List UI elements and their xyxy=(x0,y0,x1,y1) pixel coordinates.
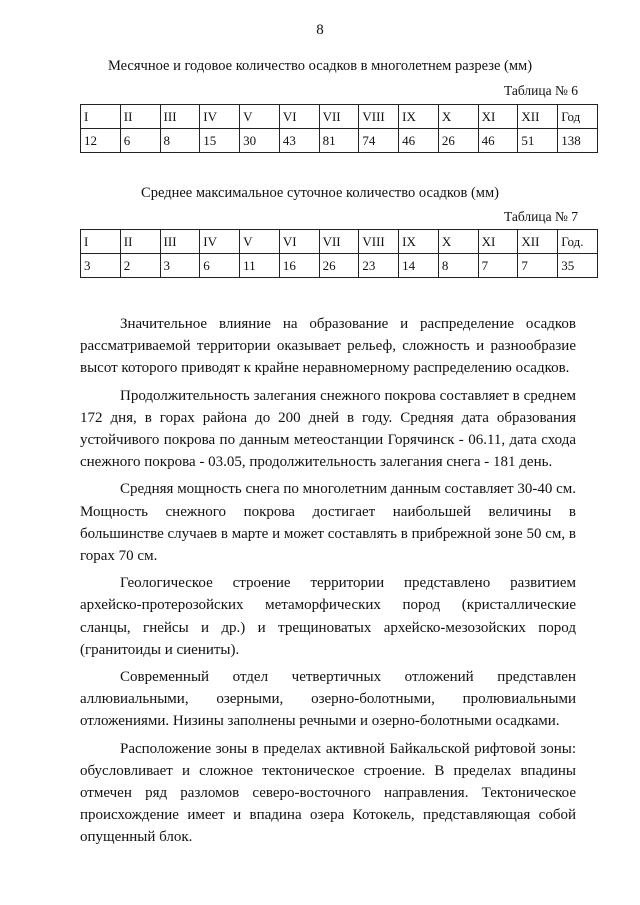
table7-value-row xyxy=(81,254,598,278)
table-cell: 7 xyxy=(518,254,558,278)
table-cell: 30 xyxy=(240,129,280,153)
table7-header-row xyxy=(81,230,598,254)
paragraph: Средняя мощность снега по многолетним данным составляет 30-40 см. Мощность снежного покрова достигает наибольшей величины в большинстве случаев в марте и может составлять в прибрежной зоне 50 см, в горах 70 см. xyxy=(80,481,576,565)
table-cell: 8 xyxy=(160,129,200,153)
table-cell: 51 xyxy=(518,129,558,153)
table6-caption: Месячное и годовое количество осадков в многолетнем разрезе (мм) xyxy=(107,58,533,74)
table-cell: 81 xyxy=(319,129,359,153)
table6 xyxy=(80,104,598,153)
table-cell: I xyxy=(81,105,121,129)
page-number: 8 xyxy=(316,22,324,38)
table-cell: 3 xyxy=(81,254,121,278)
table-cell: 6 xyxy=(120,129,160,153)
table-cell: 138 xyxy=(558,129,598,153)
table-cell: 35 xyxy=(558,254,598,278)
table-cell: 8 xyxy=(438,254,478,278)
table7-caption: Среднее максимальное суточное количество осадков (мм) xyxy=(141,185,499,201)
table-cell: VI xyxy=(279,105,319,129)
table-cell: 7 xyxy=(478,254,518,278)
table-cell: VIII xyxy=(359,230,399,254)
table-cell: IV xyxy=(200,105,240,129)
table-cell: IX xyxy=(399,105,439,129)
table-cell: V xyxy=(240,230,280,254)
table-cell: 46 xyxy=(399,129,439,153)
table-cell: XI xyxy=(478,230,518,254)
table-cell: X xyxy=(438,230,478,254)
table-cell: III xyxy=(160,105,200,129)
table-cell: Год xyxy=(558,105,598,129)
table-cell: 23 xyxy=(359,254,399,278)
paragraph: Значительное влияние на образование и распределение осадков рассматриваемой территории оказывает рельеф, сложность и разнообразие высот которого приводят к крайне неравномерному распределению осадков. xyxy=(80,316,576,377)
table6-value-row xyxy=(81,129,598,153)
table-cell: 16 xyxy=(279,254,319,278)
table-cell: 43 xyxy=(279,129,319,153)
table-cell: 74 xyxy=(359,129,399,153)
table-cell: XII xyxy=(518,105,558,129)
paragraph: Расположение зоны в пределах активной Байкальской рифтовой зоны: обусловливает и сложное тектоническое строение. В пределах впадины отмечен ряд разломов северо-восточного направления. Тектоническое происхождение имеет и впадина озера Котокель, представляющая собой опущенный блок. xyxy=(80,740,576,846)
table-cell: Год. xyxy=(558,230,598,254)
table-cell: VIII xyxy=(359,105,399,129)
table-cell: XI xyxy=(478,105,518,129)
table-cell: II xyxy=(120,230,160,254)
table-cell: 11 xyxy=(240,254,280,278)
paragraph: Геологическое строение территории представлено развитием архейско-протерозойских метаморфических пород (кристаллические сланцы, гнейсы и др.) и трещиноватых архейско-мезозойских пород (гранитоиды и сиениты). xyxy=(80,575,576,658)
table6-header-row xyxy=(81,105,598,129)
table-cell: VII xyxy=(319,105,359,129)
table-cell: II xyxy=(120,105,160,129)
table-cell: IV xyxy=(200,230,240,254)
table7 xyxy=(80,229,598,278)
table-cell: III xyxy=(160,230,200,254)
body-text xyxy=(80,313,576,854)
table-cell: 6 xyxy=(200,254,240,278)
table-cell: 26 xyxy=(319,254,359,278)
table-cell: IX xyxy=(399,230,439,254)
table-cell: VI xyxy=(279,230,319,254)
table-cell: 26 xyxy=(438,129,478,153)
table-cell: 46 xyxy=(478,129,518,153)
table-cell: V xyxy=(240,105,280,129)
table-cell: X xyxy=(438,105,478,129)
table-cell: 12 xyxy=(81,129,121,153)
table6-label: Таблица № 6 xyxy=(504,83,578,98)
table-cell: 2 xyxy=(120,254,160,278)
table-cell: 14 xyxy=(399,254,439,278)
table-cell: 15 xyxy=(200,129,240,153)
table-cell: VII xyxy=(319,230,359,254)
table-cell: 3 xyxy=(160,254,200,278)
table-cell: I xyxy=(81,230,121,254)
table-cell: XII xyxy=(518,230,558,254)
paragraph: Современный отдел четвертичных отложений представлен аллювиальными, озерными, озерно-болотными, пролювиальными отложениями. Низины заполнены речными и озерно-болотными осадками. xyxy=(80,669,576,730)
paragraph: Продолжительность залегания снежного покрова составляет в среднем 172 дня, в горах района до 200 дней в году. Средняя дата образования устойчивого покрова по данным метеостанции Горячинск - 06.11, дата схода снежного покрова - 03.05, продолжительность залегания снега - 181 день. xyxy=(80,387,576,471)
table7-label: Таблица № 7 xyxy=(504,209,578,224)
